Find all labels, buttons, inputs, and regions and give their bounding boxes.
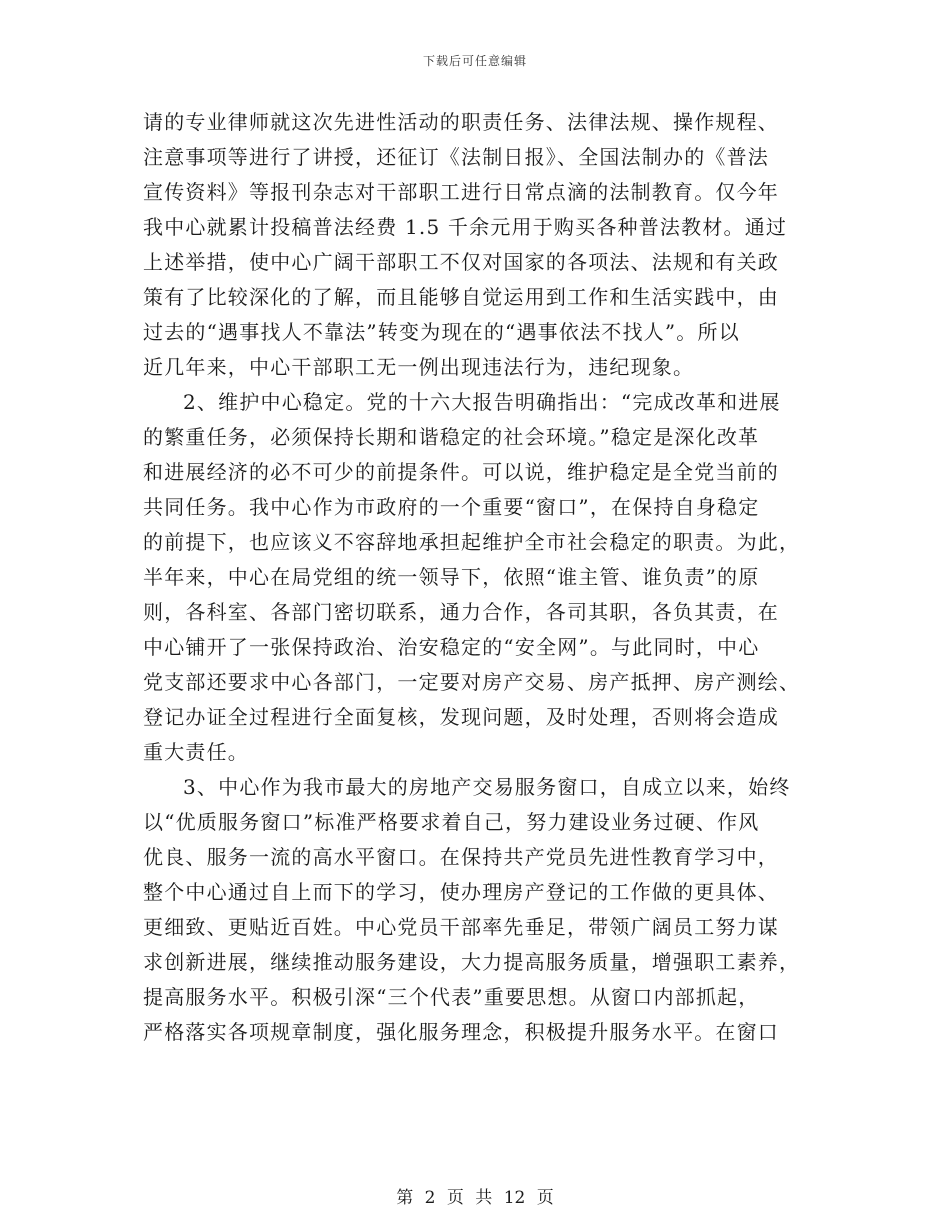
text-line: 上述举措，使中心广阔干部职工不仅对国家的各项法、法规和有关政 [143,250,779,274]
text-line: 整个中心通过自上而下的学习，使办理房产登记的工作做的更具体、 [143,880,779,904]
text-line: 宣传资料》等报刊杂志对干部职工进行日常点滴的法制教育。仅今年 [143,180,779,204]
text-line: 提高服务水平。积极引深“三个代表”重要思想。从窗口内部抓起， [143,985,760,1009]
text-line: 则，各科室、各部门密切联系，通力合作，各司其职，各负其责，在 [143,600,779,624]
text-line: 策有了比较深化的了解，而且能够自觉运用到工作和生活实践中，由 [143,285,779,309]
page-header: 下载后可任意编辑 [422,54,527,68]
text-line: 的前提下，也应该义不容辞地承担起维护全市社会稳定的职责。为此， [143,530,801,554]
text-line: 党支部还要求中心各部门，一定要对房产交易、房产抵押、房产测绘、 [143,670,801,694]
paragraph-start-line: 2、维护中心稳定。党的十六大报告明确指出：“完成改革和进展 [183,390,781,414]
document-body [143,105,811,1050]
text-line: 以“优质服务窗口”标准严格要求着自己，努力建设业务过硬、作风 [143,810,760,834]
text-line: 近几年来，中心干部职工无一例出现违法行为，违纪现象。 [143,355,695,379]
text-line: 共同任务。我中心作为市政府的一个重要“窗口”，在保持自身稳定 [143,495,760,519]
text-line: 请的专业律师就这次先进性活动的职责任务、法律法规、操作规程、 [143,110,779,134]
text-line: 我中心就累计投稿普法经费 1.5 千余元用于购买各种普法教材。通过 [143,215,788,239]
text-line: 重大责任。 [143,740,249,764]
text-line: 严格落实各项规章制度，强化服务理念，积极提升服务水平。在窗口 [143,1020,779,1044]
text-line: 过去的“遇事找人不靠法”转变为现在的“遇事依法不找人”。所以 [143,320,740,344]
text-line: 和进展经济的必不可少的前提条件。可以说，维护稳定是全党当前的 [143,460,779,484]
text-line: 中心铺开了一张保持政治、治安稳定的“安全网”。与此同时，中心 [143,635,760,659]
text-line: 更细致、更贴近百姓。中心党员干部率先垂足，带领广阔员工努力谋 [143,915,779,939]
text-line: 优良、服务一流的高水平窗口。在保持共产党员先进性教育学习中， [143,845,779,869]
text-line: 登记办证全过程进行全面复核，发现问题，及时处理，否则将会造成 [143,705,779,729]
text-line: 的繁重任务，必须保持长期和谐稳定的社会环境。”稳定是深化改革 [143,425,760,449]
page-number-footer: 第 2 页 共 12 页 [396,1188,554,1208]
text-line: 求创新进展，继续推动服务建设，大力提高服务质量，增强职工素养， [143,950,801,974]
paragraph-start-line: 3、中心作为我市最大的房地产交易服务窗口，自成立以来，始终 [183,775,791,799]
text-line: 半年来，中心在局党组的统一领导下，依照“谁主管、谁负责”的原 [143,565,760,589]
text-line: 注意事项等进行了讲授，还征订《法制日报》、全国法制办的《普法 [143,145,769,169]
